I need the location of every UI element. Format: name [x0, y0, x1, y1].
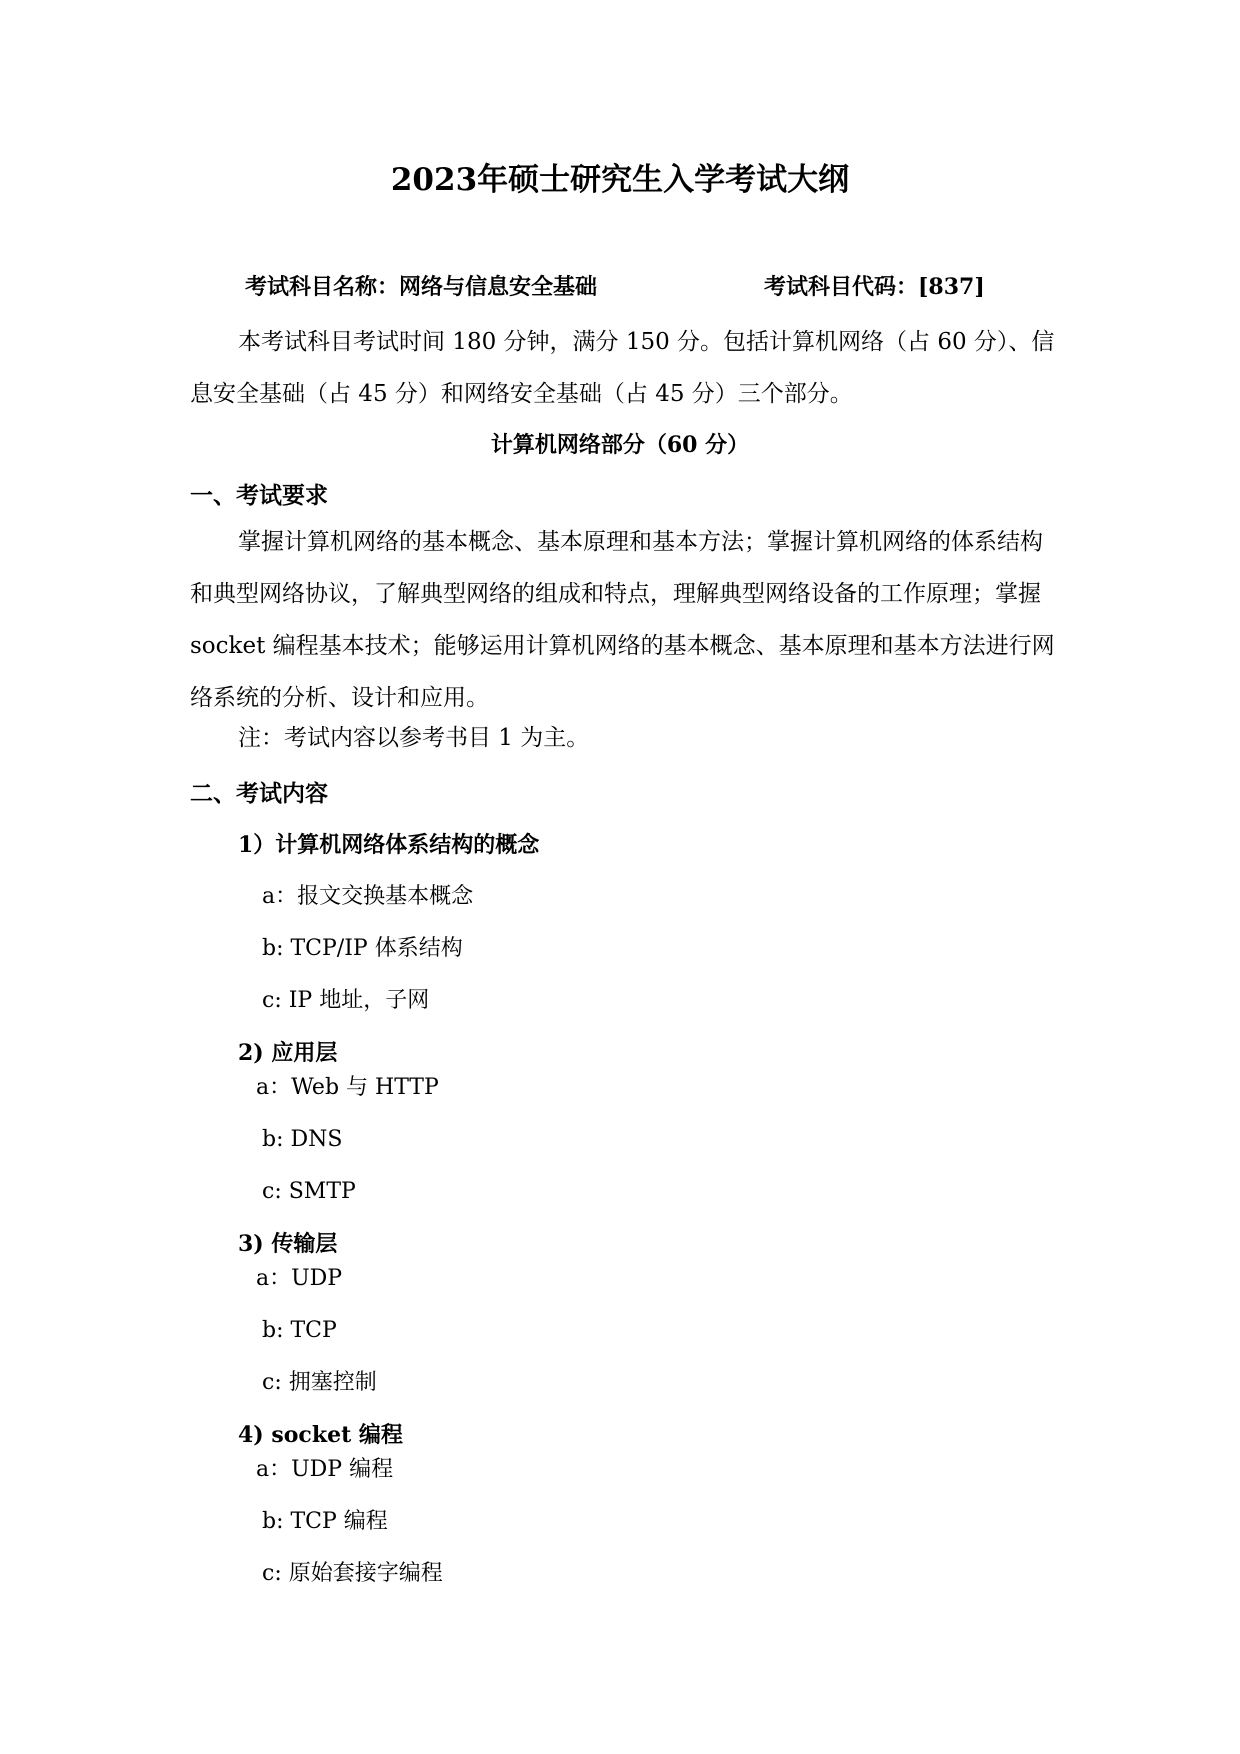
list-item: a：UDP	[256, 1266, 343, 1291]
section-title: 4) socket 编程	[238, 1422, 403, 1448]
note-paragraph: 注：考试内容以参考书目 1 为主。	[238, 725, 590, 751]
section-title: 1）计算机网络体系结构的概念	[238, 832, 540, 858]
part-title: 计算机网络部分（60 分）	[490, 432, 750, 458]
content-heading: 二、考试内容	[190, 780, 328, 807]
list-item: c: 拥塞控制	[262, 1370, 377, 1395]
subject-name: 考试科目名称：网络与信息安全基础	[245, 274, 598, 300]
list-item: c: SMTP	[262, 1179, 356, 1204]
list-item: b: TCP/IP 体系结构	[262, 936, 463, 961]
subject-code: 考试科目代码：[837]	[764, 274, 985, 300]
list-item: c: 原始套接字编程	[262, 1561, 443, 1586]
requirements-paragraph: 掌握计算机网络的基本概念、基本原理和基本方法；掌握计算机网络的体系结构和典型网络协议，了解典型网络的组成和特点，理解典型网络设备的工作原理；掌握 socket 编程基本技术；能够运用计算机网络的基本概念、基本原理和基本方法进行网络系统的分析、设计和应用。	[190, 529, 1055, 711]
document-title: 2023年硕士研究生入学考试大纲	[390, 162, 850, 198]
list-item: b: TCP	[262, 1318, 337, 1343]
requirements-heading: 一、考试要求	[190, 482, 328, 509]
intro-paragraph: 本考试科目考试时间 180 分钟，满分 150 分。包括计算机网络（占 60 分）、信息安全基础（占 45 分）和网络安全基础（占 45 分）三个部分。	[190, 329, 1055, 407]
list-item: a：Web 与 HTTP	[256, 1075, 439, 1100]
section-title: 2) 应用层	[238, 1040, 338, 1066]
list-item: c: IP 地址，子网	[262, 988, 430, 1013]
list-item: a：报文交换基本概念	[262, 884, 474, 909]
section-title: 3) 传输层	[238, 1231, 338, 1257]
list-item: b: DNS	[262, 1127, 343, 1152]
list-item: a：UDP 编程	[256, 1457, 394, 1482]
list-item: b: TCP 编程	[262, 1509, 388, 1534]
